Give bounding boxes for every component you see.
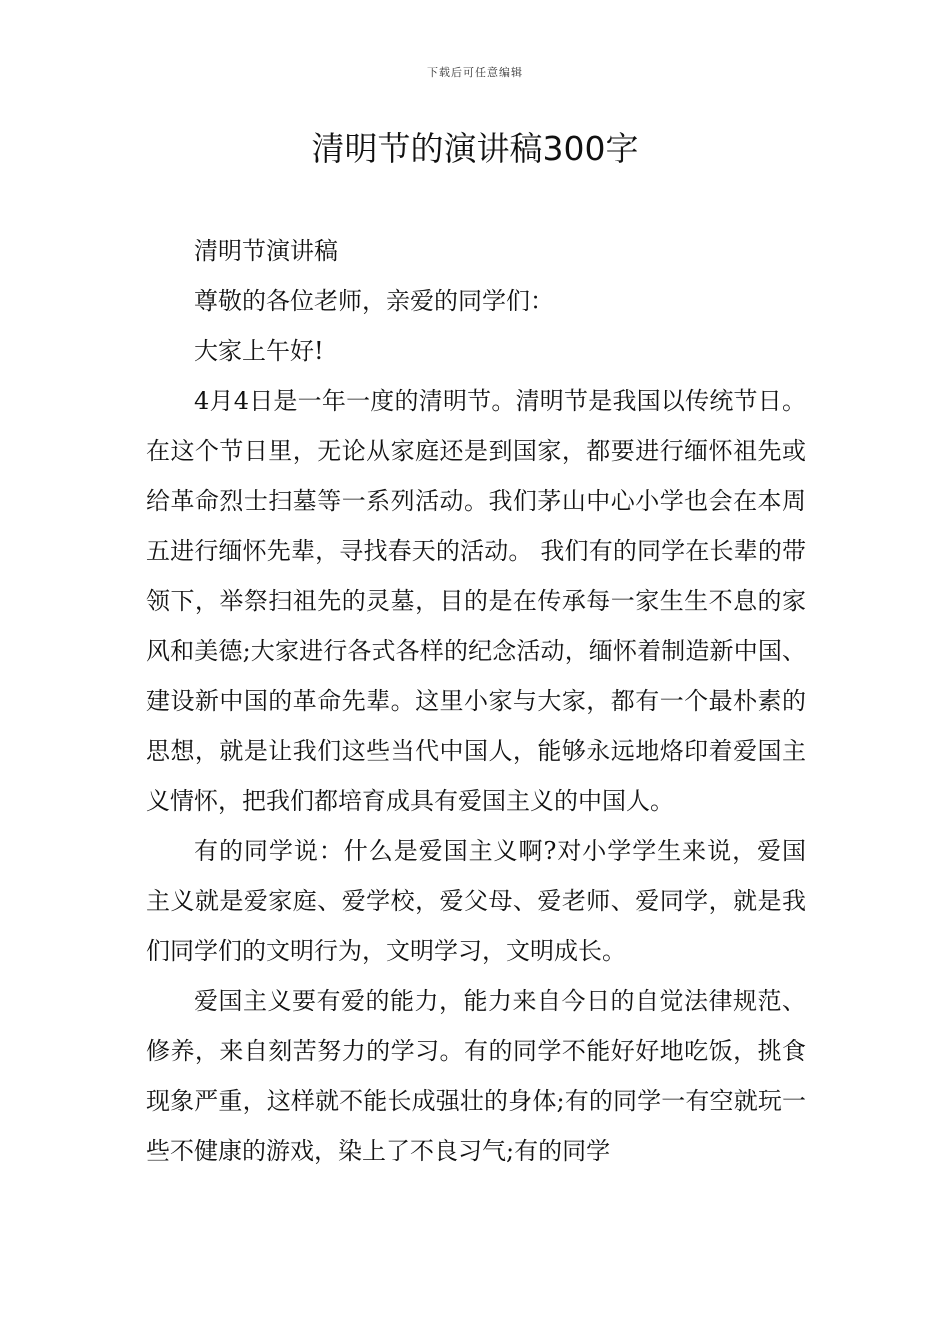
paragraph: 有的同学说：什么是爱国主义啊?对小学学生来说，爱国主义就是爱家庭、爱学校，爱父母、爱老师、爱同学，就是我们同学们的文明行为，文明学习，文明成长。 <box>146 837 806 965</box>
paragraph: 爱国主义要有爱的能力，能力来自今日的自觉法律规范、修养，来自刻苦努力的学习。有的同学不能好好地吃饭，挑食现象严重，这样就不能长成强壮的身体;有的同学一有空就玩一些不健康的游戏，染上了不良习气;有的同学 <box>146 987 806 1165</box>
paragraph-salutation: 尊敬的各位老师，亲爱的同学们： <box>194 287 554 315</box>
paragraph-heading: 清明节演讲稿 <box>194 237 338 265</box>
document-title: 清明节的演讲稿300字 <box>311 129 639 168</box>
paragraph: 4月4日是一年一度的清明节。清明节是我国以传统节日。在这个节日里，无论从家庭还是到国家，都要进行缅怀祖先或给革命烈士扫墓等一系列活动。我们茅山中心小学也会在本周五进行缅怀先辈，寻找春天的活动。 我们有的同学在长辈的带领下，举祭扫祖先的灵墓，目的是在传承每一家生生不息的家风和美德;大家进行各式各样的纪念活动，缅怀着制造新中国、建设新中国的革命先辈。这里小家与大家，都有一个最朴素的思想，就是让我们这些当代中国人，能够永远地烙印着爱国主义情怀，把我们都培育成具有爱国主义的中国人。 <box>146 387 806 815</box>
paragraph-greeting: 大家上午好! <box>194 337 324 365</box>
header-note: 下载后可任意编辑 <box>427 66 523 79</box>
document-body <box>146 226 806 1176</box>
